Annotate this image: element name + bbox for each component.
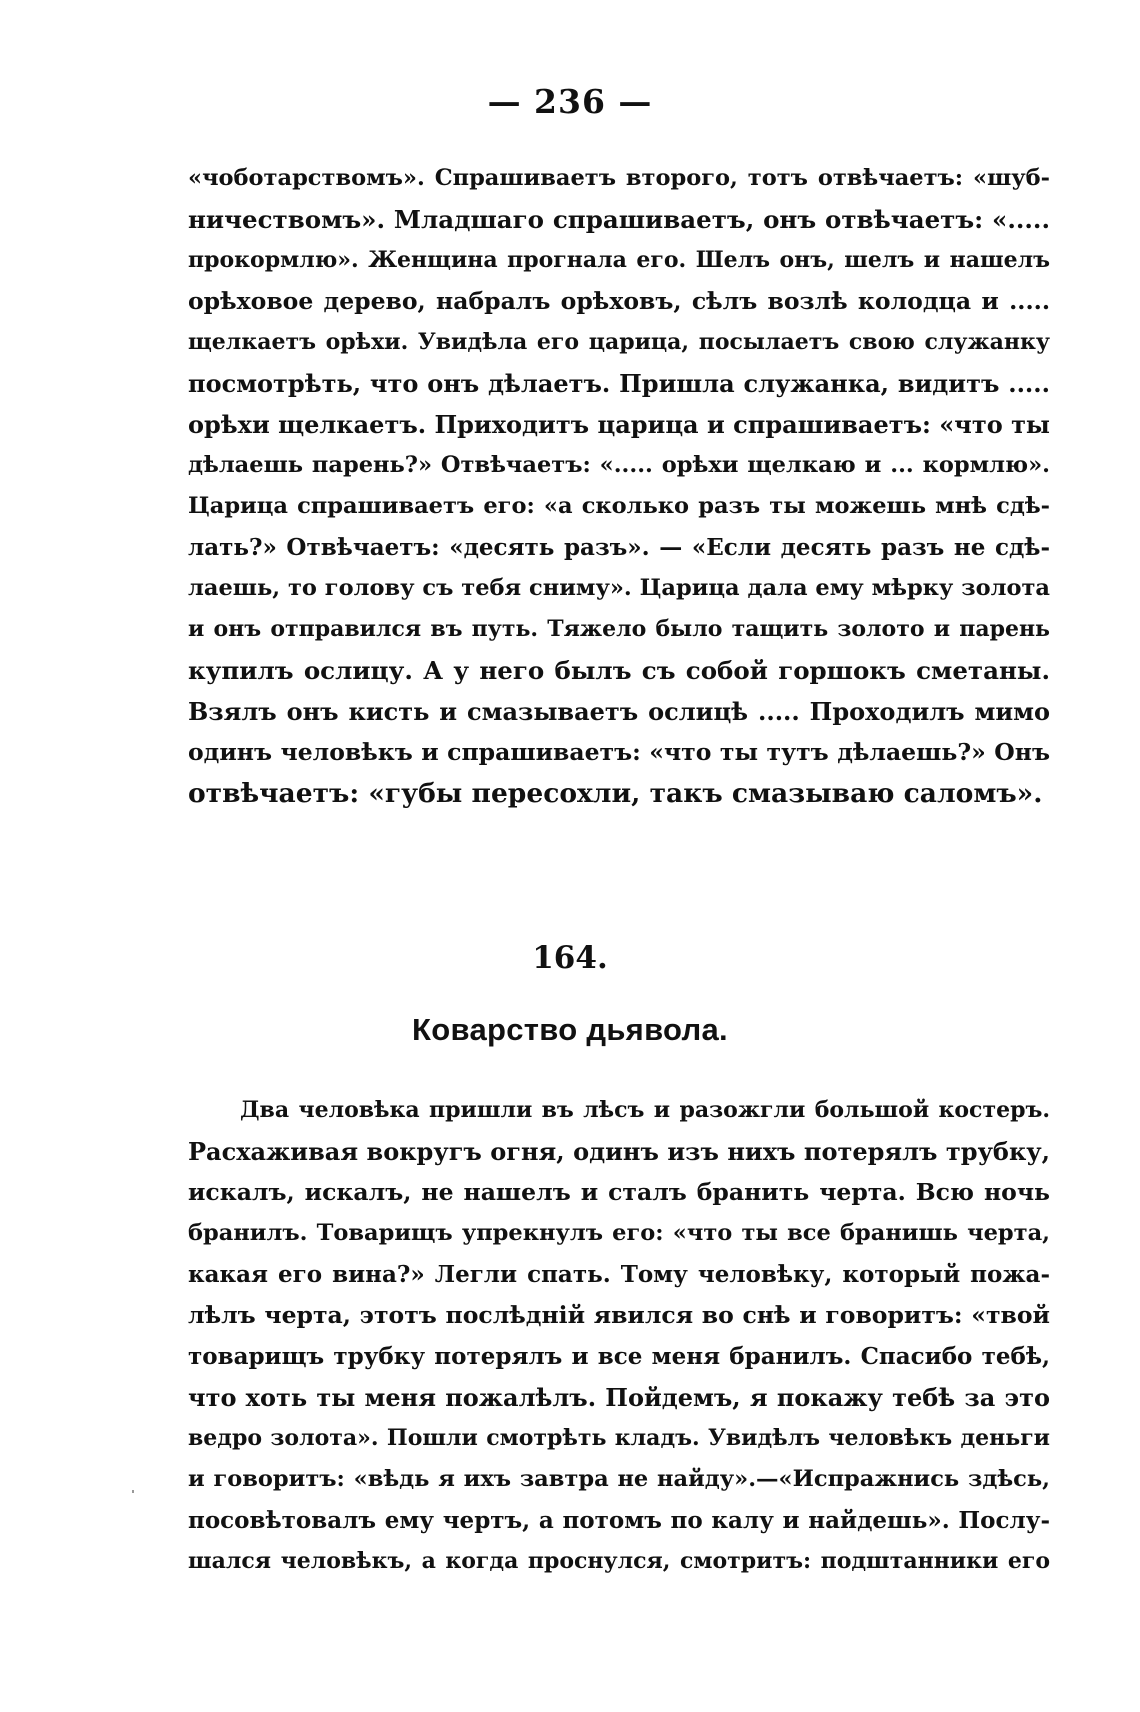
previous-story-text bbox=[188, 158, 1050, 814]
story-title: Коварство дьявола. bbox=[412, 1012, 728, 1047]
text-line: орѣхи щелкаетъ. Приходитъ царица и спрашиваетъ: «что ты bbox=[188, 410, 1050, 439]
text-line: лаешь, то голову съ тебя сниму». Царица дала ему мѣрку золота bbox=[188, 575, 1050, 601]
page-number: — 236 — bbox=[487, 82, 653, 121]
text-line: щелкаетъ орѣхи. Увидѣла его царица, посылаетъ свою служанку bbox=[188, 329, 1050, 355]
text-line: одинъ человѣкъ и спрашиваетъ: «что ты тутъ дѣлаешь?» Онъ bbox=[188, 738, 1050, 766]
text-line: шался человѣкъ, а когда проснулся, смотритъ: подштанники его bbox=[188, 1548, 1050, 1574]
text-line: купилъ ослицу. А у него былъ съ собой горшокъ сметаны. bbox=[188, 656, 1050, 685]
scan-speck bbox=[132, 1490, 134, 1493]
text-line: прокормлю». Женщина прогнала его. Шелъ онъ, шелъ и нашелъ bbox=[188, 247, 1050, 273]
text-line: ведро золота». Пошли смотрѣть кладъ. Увидѣлъ человѣкъ деньги bbox=[188, 1425, 1050, 1451]
text-line: Взялъ онъ кисть и смазываетъ ослицѣ ..... Проходилъ мимо bbox=[188, 697, 1050, 726]
text-line: посмотрѣть, что онъ дѣлаетъ. Пришла служанка, видитъ ..... bbox=[188, 369, 1050, 398]
text-line: «чоботарствомъ». Спрашиваетъ второго, тотъ отвѣчаетъ: «шуб- bbox=[188, 165, 1050, 191]
text-line: что хоть ты меня пожалѣлъ. Пойдемъ, я покажу тебѣ за это bbox=[188, 1383, 1050, 1412]
text-line: Расхаживая вокругъ огня, одинъ изъ нихъ потерялъ трубку, bbox=[188, 1137, 1050, 1166]
text-line: дѣлаешь парень?» Отвѣчаетъ: «..... орѣхи щелкаю и ... кормлю». bbox=[188, 452, 1050, 478]
text-line: товарищъ трубку потерялъ и все меня бранилъ. Спасибо тебѣ, bbox=[188, 1343, 1050, 1370]
text-line: лѣлъ черта, этотъ послѣдній явился во снѣ и говоритъ: «твой bbox=[188, 1301, 1050, 1329]
text-line: бранилъ. Товарищъ упрекнулъ его: «что ты все бранишь черта, bbox=[188, 1220, 1050, 1246]
text-line: лать?» Отвѣчаетъ: «десять разъ». — «Если десять разъ не сдѣ- bbox=[188, 534, 1050, 561]
text-line: орѣховое дерево, набралъ орѣховъ, сѣлъ возлѣ колодца и ..... bbox=[188, 287, 1050, 315]
text-line: посовѣтовалъ ему чертъ, а потомъ по калу и найдешь». Послу- bbox=[188, 1507, 1050, 1534]
story-text bbox=[188, 1090, 1050, 1582]
text-line: какая его вина?» Легли спать. Тому человѣку, который пожа- bbox=[188, 1261, 1050, 1288]
text-line: Царица спрашиваетъ его: «а сколько разъ ты можешь мнѣ сдѣ- bbox=[188, 493, 1050, 519]
text-line: искалъ, искалъ, не нашелъ и сталъ бранить черта. Всю ночь bbox=[188, 1178, 1050, 1206]
text-line: Два человѣка пришли въ лѣсъ и разожгли большой костеръ. bbox=[240, 1097, 1050, 1123]
text-line: и говоритъ: «вѣдь я ихъ завтра не найду».—«Испражнись здѣсь, bbox=[188, 1466, 1050, 1492]
story-number: 164. bbox=[532, 940, 608, 976]
text-line: отвѣчаетъ: «губы пересохли, такъ смазываю саломъ». bbox=[188, 778, 1043, 809]
text-line: ничествомъ». Младшаго спрашиваетъ, онъ отвѣчаетъ: «..... bbox=[188, 205, 1050, 234]
text-line: и онъ отправился въ путь. Тяжело было тащить золото и парень bbox=[188, 616, 1050, 642]
